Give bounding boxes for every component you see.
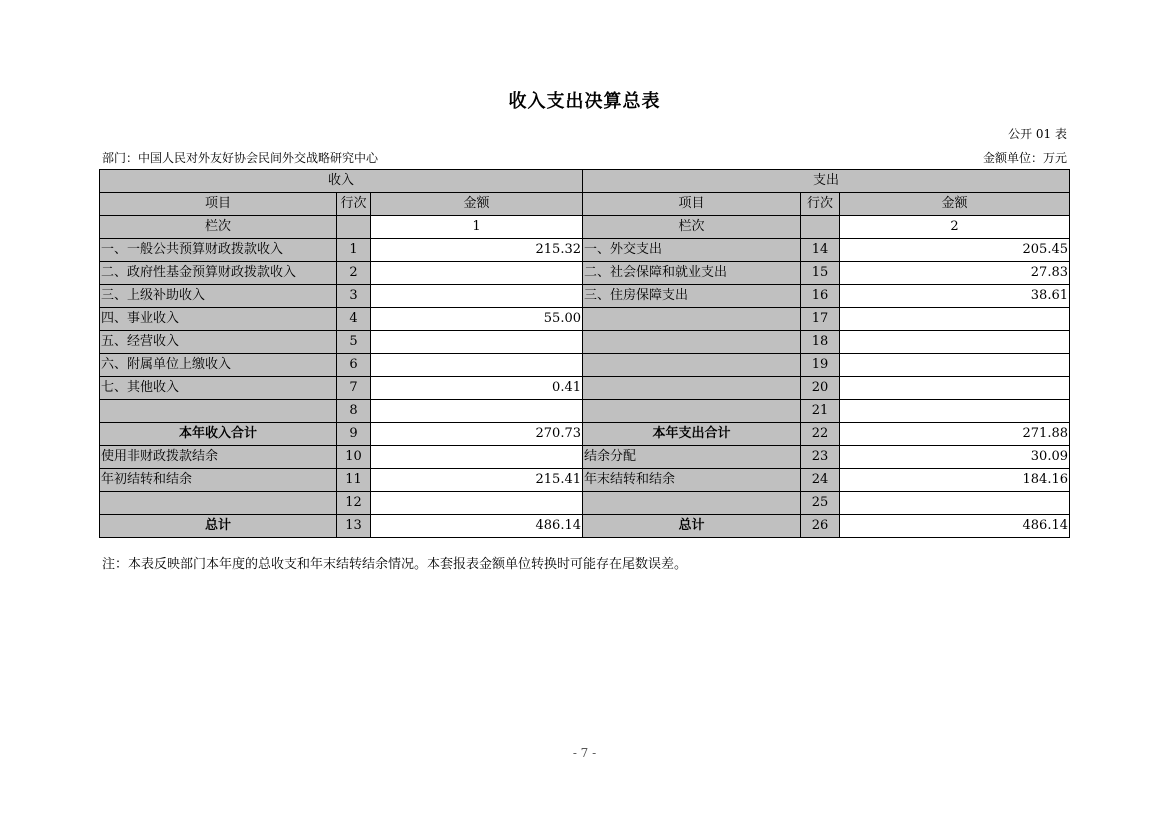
table-row: [100, 377, 1070, 400]
expense-amount-cell: [840, 331, 1070, 354]
income-item-cell: 年初结转和结余: [100, 469, 337, 492]
income-item-cell: [100, 492, 337, 515]
income-row-no-cell: 13: [337, 515, 371, 538]
income-item-cell: 七、其他收入: [100, 377, 337, 400]
expense-amount-cell: [840, 400, 1070, 423]
income-amount-cell: [371, 446, 583, 469]
income-amount-cell: 0.41: [371, 377, 583, 400]
income-item-cell: 使用非财政拨款结余: [100, 446, 337, 469]
footnote: 注：本表反映部门本年度的总收支和年末结转结余情况。本套报表金额单位转换时可能存在尾数误差。: [102, 557, 688, 572]
income-item-cell: 三、上级补助收入: [100, 285, 337, 308]
page-number: - 7 -: [572, 746, 597, 760]
expense-row-no-cell: 24: [801, 469, 840, 492]
income-row-no-cell: 11: [337, 469, 371, 492]
expense-row-no-cell: 21: [801, 400, 840, 423]
table-row: [100, 285, 1070, 308]
expense-section-header: 支出: [583, 170, 1070, 193]
form-number: 公开 01 表: [1008, 127, 1067, 141]
income-amount-cell: [371, 285, 583, 308]
expense-item-header: 项目: [583, 193, 801, 216]
expense-row-no-cell: 17: [801, 308, 840, 331]
expense-item-cell: 三、住房保障支出: [583, 285, 801, 308]
expense-row-no-cell: 14: [801, 239, 840, 262]
expense-item-cell: 总计: [583, 515, 801, 538]
income-row-no-cell: 1: [337, 239, 371, 262]
expense-item-cell: 年末结转和结余: [583, 469, 801, 492]
table-row: [100, 354, 1070, 377]
table-row: [100, 239, 1070, 262]
income-column-label: 栏次: [100, 216, 337, 239]
expense-amount-cell: 27.83: [840, 262, 1070, 285]
table-row: [100, 446, 1070, 469]
income-row-no-cell: 6: [337, 354, 371, 377]
column-index-row: [100, 216, 1070, 239]
expense-amount-cell: 205.45: [840, 239, 1070, 262]
income-row-no-cell: 3: [337, 285, 371, 308]
income-item-cell: 六、附属单位上缴收入: [100, 354, 337, 377]
department-label: 部门：中国人民对外友好协会民间外交战略研究中心: [102, 151, 379, 165]
income-row-no-cell: 8: [337, 400, 371, 423]
income-row-no-cell: 12: [337, 492, 371, 515]
income-column-blank: [337, 216, 371, 239]
expense-item-cell: [583, 331, 801, 354]
expense-item-cell: [583, 308, 801, 331]
income-amount-cell: 270.73: [371, 423, 583, 446]
expense-amount-cell: 271.88: [840, 423, 1070, 446]
income-item-cell: 总计: [100, 515, 337, 538]
expense-item-cell: [583, 400, 801, 423]
income-amount-cell: [371, 262, 583, 285]
expense-row-no-cell: 22: [801, 423, 840, 446]
expense-item-cell: 结余分配: [583, 446, 801, 469]
income-row-no-cell: 7: [337, 377, 371, 400]
income-amount-cell: 215.32: [371, 239, 583, 262]
income-amount-cell: [371, 354, 583, 377]
income-expense-table: [99, 169, 1070, 538]
expense-item-cell: [583, 377, 801, 400]
income-item-cell: 四、事业收入: [100, 308, 337, 331]
income-item-cell: 一、一般公共预算财政拨款收入: [100, 239, 337, 262]
expense-row-no-cell: 16: [801, 285, 840, 308]
expense-column-label: 栏次: [583, 216, 801, 239]
income-amount-cell: [371, 400, 583, 423]
table-row: [100, 492, 1070, 515]
amount-unit-label: 金额单位：万元: [982, 151, 1067, 165]
table-row: [100, 331, 1070, 354]
table-row: [100, 423, 1070, 446]
income-row-no-cell: 2: [337, 262, 371, 285]
expense-amount-cell: [840, 377, 1070, 400]
expense-amount-cell: 486.14: [840, 515, 1070, 538]
section-header-row: [100, 170, 1070, 193]
income-item-cell: 五、经营收入: [100, 331, 337, 354]
income-item-cell: 二、政府性基金预算财政拨款收入: [100, 262, 337, 285]
income-amount-header: 金额: [371, 193, 583, 216]
expense-column-blank: [801, 216, 840, 239]
expense-item-cell: [583, 492, 801, 515]
income-item-cell: [100, 400, 337, 423]
table-row: [100, 308, 1070, 331]
expense-row-no-cell: 15: [801, 262, 840, 285]
expense-item-cell: [583, 354, 801, 377]
income-section-header: 收入: [100, 170, 583, 193]
expense-amount-cell: 38.61: [840, 285, 1070, 308]
expense-row-no-cell: 18: [801, 331, 840, 354]
table-row: [100, 400, 1070, 423]
expense-item-cell: 一、外交支出: [583, 239, 801, 262]
expense-row-no-cell: 19: [801, 354, 840, 377]
income-amount-cell: 215.41: [371, 469, 583, 492]
expense-item-cell: 二、社会保障和就业支出: [583, 262, 801, 285]
table-row: [100, 515, 1070, 538]
income-amount-cell: 55.00: [371, 308, 583, 331]
expense-amount-cell: [840, 354, 1070, 377]
income-row-no-header: 行次: [337, 193, 371, 216]
expense-row-no-header: 行次: [801, 193, 840, 216]
expense-amount-cell: 184.16: [840, 469, 1070, 492]
income-item-cell: 本年收入合计: [100, 423, 337, 446]
income-row-no-cell: 5: [337, 331, 371, 354]
income-amount-cell: 486.14: [371, 515, 583, 538]
income-column-index: 1: [371, 216, 583, 239]
expense-item-cell: 本年支出合计: [583, 423, 801, 446]
expense-amount-header: 金额: [840, 193, 1070, 216]
expense-amount-cell: [840, 492, 1070, 515]
income-row-no-cell: 9: [337, 423, 371, 446]
expense-row-no-cell: 23: [801, 446, 840, 469]
income-amount-cell: [371, 492, 583, 515]
expense-amount-cell: 30.09: [840, 446, 1070, 469]
income-item-header: 项目: [100, 193, 337, 216]
column-header-row: [100, 193, 1070, 216]
report-title: 收入支出决算总表: [508, 91, 661, 112]
income-row-no-cell: 10: [337, 446, 371, 469]
expense-row-no-cell: 26: [801, 515, 840, 538]
table-row: [100, 469, 1070, 492]
expense-row-no-cell: 20: [801, 377, 840, 400]
expense-column-index: 2: [840, 216, 1070, 239]
table-row: [100, 262, 1070, 285]
expense-amount-cell: [840, 308, 1070, 331]
income-row-no-cell: 4: [337, 308, 371, 331]
income-amount-cell: [371, 331, 583, 354]
expense-row-no-cell: 25: [801, 492, 840, 515]
